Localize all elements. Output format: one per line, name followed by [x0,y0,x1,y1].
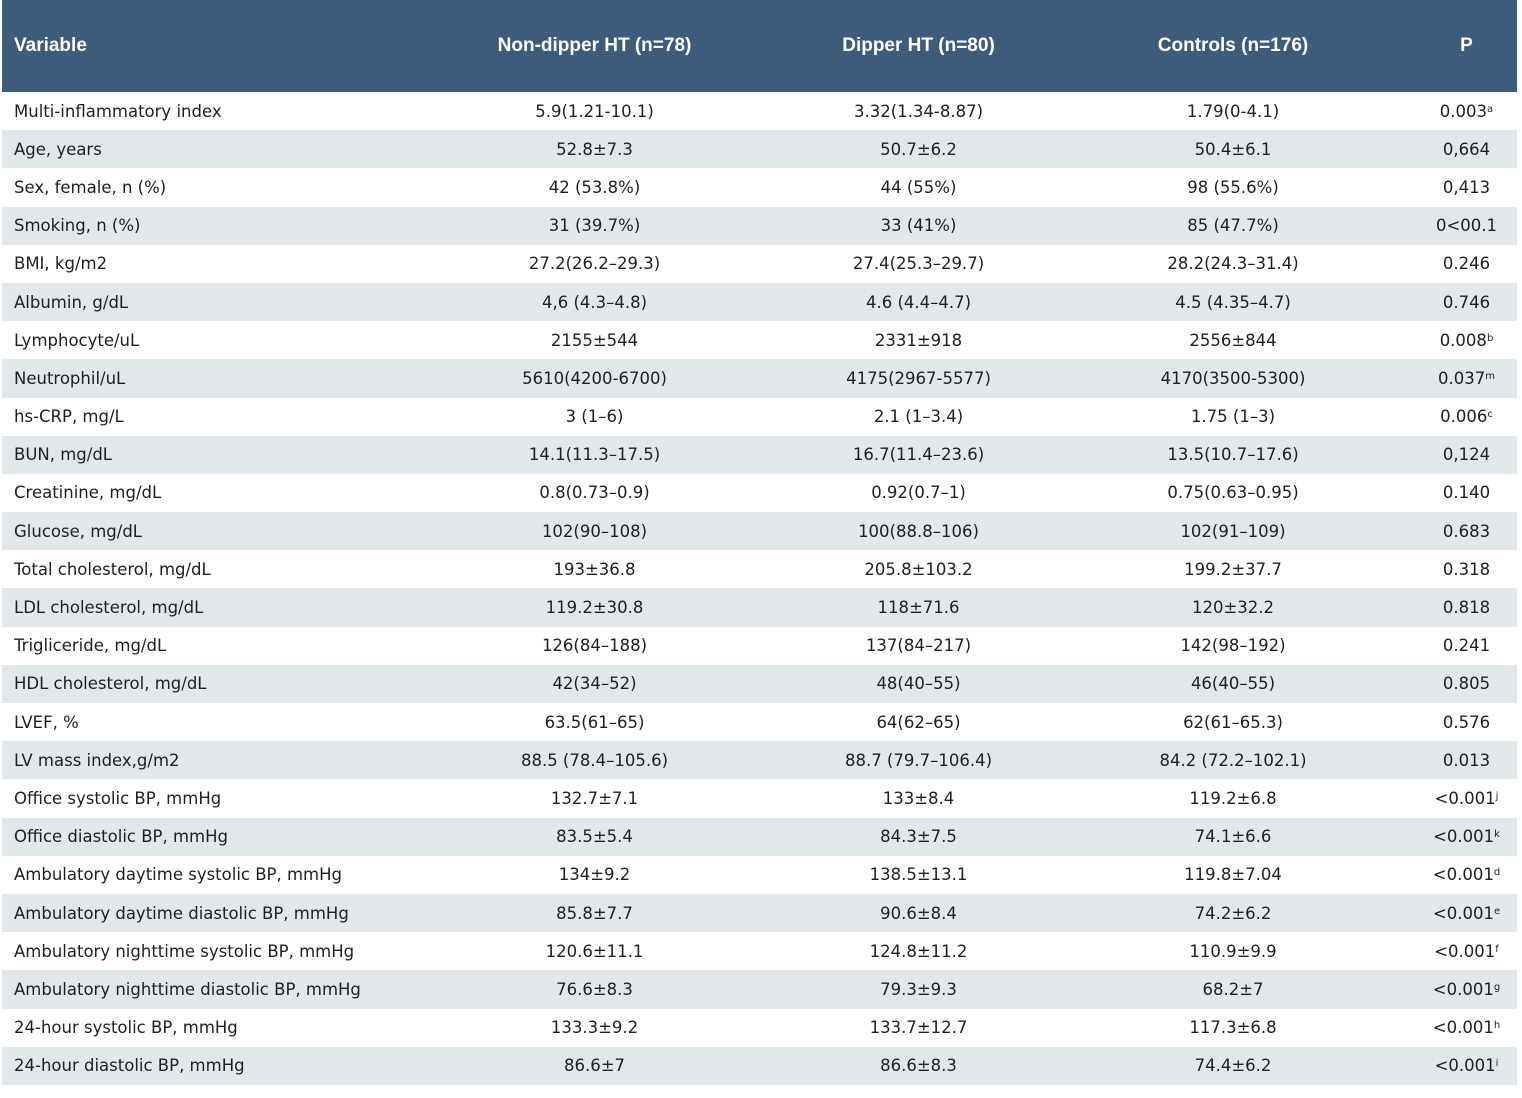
cell-dipper: 138.5±13.1 [869,865,968,885]
table-row [2,856,1517,894]
p-value: 0.140 [1442,483,1491,503]
cell-nondipper: 132.7±7.1 [550,788,639,808]
cell-nondipper: 86.6±7 [563,1056,626,1076]
cell-dipper: 84.3±7.5 [880,827,957,847]
cell-variable: BUN, mg/dL [14,445,113,465]
table-row [2,1047,1517,1085]
cell-controls: 68.2±7 [1202,979,1264,999]
cell-controls: 85 (47.7%) [1187,216,1279,236]
cell-p [1416,130,1517,168]
header-row [2,0,1517,92]
p-value: 0.683 [1442,521,1491,541]
cell-controls: 2556±844 [1189,330,1277,350]
cell-controls: 84.2 (72.2–102.1) [1159,750,1307,770]
cell-nondipper: 134±9.2 [558,865,631,885]
p-footnote-marker: g [1493,981,1501,993]
cell-controls: 50.4±6.1 [1194,139,1272,159]
p-footnote-marker: b [1486,332,1494,344]
cell-nondipper: 4,6 (4.3–4.8) [541,292,648,312]
cell-p [1416,359,1517,397]
p-footnote-marker: k [1494,829,1500,841]
p-value: 0,413 [1442,177,1491,197]
cell-nondipper: 126(84–188) [541,636,648,656]
p-footnote-marker: c [1487,409,1493,421]
table-row [2,665,1517,703]
p-footnote-marker: a [1487,103,1494,115]
cell-dipper: 48(40–55) [876,674,961,694]
p-footnote-marker: h [1493,1020,1501,1032]
cell-variable: HDL cholesterol, mg/dL [14,674,207,694]
table-row [2,588,1517,626]
p-value: 0.006 [1440,407,1488,427]
cell-variable: BMI, kg/m2 [14,254,108,274]
cell-dipper: 86.6±8.3 [880,1056,957,1076]
p-footnote-marker: j [1495,790,1499,802]
table-row [2,92,1517,130]
cell-variable: Office systolic BP, mmHg [14,788,222,808]
p-footnote-marker: m [1485,370,1495,382]
table-row [2,741,1517,779]
cell-nondipper: 83.5±5.4 [556,827,633,847]
cell-dipper: 3.32(1.34-8.87) [853,101,984,121]
cell-controls: 28.2(24.3–31.4) [1167,254,1299,274]
cell-p [1416,550,1517,588]
cell-variable: LV mass index,g/m2 [14,750,180,770]
cell-nondipper: 0.8(0.73–0.9) [539,483,650,503]
cell-variable: Sex, female, n (%) [14,177,167,197]
cell-p [1416,779,1517,817]
cell-controls: 4170(3500-5300) [1160,368,1306,388]
p-value: 0.246 [1442,254,1491,274]
cell-dipper: 133±8.4 [882,788,955,808]
cell-p [1416,627,1517,665]
cell-dipper: 124.8±11.2 [869,941,968,961]
table-row [2,398,1517,436]
cell-controls: 119.2±6.8 [1189,788,1277,808]
cell-dipper: 33 (41%) [880,216,957,236]
p-value: 0.818 [1442,598,1491,618]
cell-p [1416,245,1517,283]
cell-dipper: 100(88.8–106) [858,521,979,541]
cell-dipper: 16.7(11.4–23.6) [852,445,985,465]
cell-variable: Lymphocyte/uL [14,330,140,350]
cell-p [1416,436,1517,474]
cell-controls: 1.79(0-4.1) [1186,101,1280,121]
p-value: <0.001 [1432,1018,1494,1038]
cell-nondipper: 5.9(1.21-10.1) [535,101,654,121]
header-variable: Variable [14,35,87,56]
cell-p [1416,398,1517,436]
table-row [2,550,1517,588]
p-footnote-marker: i [1495,1058,1499,1070]
cell-nondipper: 88.5 (78.4–105.6) [520,750,669,770]
table-row [2,703,1517,741]
cell-variable: Ambulatory daytime diastolic BP, mmHg [14,903,349,923]
cell-controls: 142(98–192) [1180,636,1286,656]
cell-dipper: 118±71.6 [877,598,960,618]
p-value: <0.001 [1433,827,1495,847]
header-dipper: Dipper HT (n=80) [842,35,995,56]
cell-nondipper: 120.6±11.1 [545,941,644,961]
cell-nondipper: 3 (1–6) [565,407,624,427]
p-value: 0.576 [1442,712,1491,732]
cell-variable: Creatinine, mg/dL [14,483,162,503]
cell-variable: Office diastolic BP, mmHg [14,827,229,847]
table-row [2,932,1517,970]
table-row [2,130,1517,168]
cell-variable: Ambulatory daytime systolic BP, mmHg [14,865,343,885]
cell-controls: 120±32.2 [1191,598,1275,618]
cell-variable: Trigliceride, mg/dL [14,636,167,656]
cell-controls: 117.3±6.8 [1189,1018,1277,1038]
table-row [2,512,1517,550]
p-footnote-marker: e [1493,905,1501,917]
p-footnote-marker: d [1493,867,1501,879]
cell-nondipper: 27.2(26.2–29.3) [528,254,661,274]
p-value: 0.037 [1438,368,1486,388]
p-footnote-marker: f [1495,943,1499,955]
data-table [2,0,1517,1085]
cell-nondipper: 52.8±7.3 [556,139,633,159]
cell-p [1416,168,1517,206]
cell-p [1416,932,1517,970]
cell-controls: 102(91–109) [1180,521,1286,541]
cell-controls: 74.4±6.2 [1194,1056,1272,1076]
cell-dipper: 2331±918 [874,330,963,350]
cell-dipper: 64(62–65) [876,712,961,732]
cell-variable: Glucose, mg/dL [14,521,143,541]
cell-nondipper: 63.5(61–65) [544,712,645,732]
table-row [2,1009,1517,1047]
cell-p [1416,665,1517,703]
cell-variable: 24-hour diastolic BP, mmHg [14,1056,245,1076]
cell-p [1416,207,1517,245]
cell-controls: 98 (55.6%) [1187,177,1279,197]
cell-nondipper: 193±36.8 [553,559,636,579]
cell-nondipper: 102(90–108) [541,521,648,541]
cell-dipper: 27.4(25.3–29.7) [852,254,985,274]
cell-nondipper: 42 (53.8%) [548,177,641,197]
cell-nondipper: 14.1(11.3–17.5) [528,445,661,465]
p-value: 0<00.1 [1435,216,1498,236]
table-row [2,779,1517,817]
cell-controls: 110.9±9.9 [1189,941,1277,961]
table-row [2,168,1517,206]
cell-variable: 24-hour systolic BP, mmHg [14,1018,238,1038]
p-value: 0,124 [1442,445,1491,465]
cell-nondipper: 85.8±7.7 [556,903,633,923]
p-value: <0.001 [1434,941,1496,961]
p-value: 0.805 [1442,674,1491,694]
p-value: 0.318 [1442,559,1491,579]
cell-dipper: 50.7±6.2 [880,139,957,159]
cell-p [1416,856,1517,894]
table-row [2,894,1517,932]
cell-variable: Albumin, g/dL [14,292,129,312]
cell-p [1416,474,1517,512]
cell-p [1416,1047,1517,1085]
p-value: 0.008 [1439,330,1487,350]
cell-variable: LVEF, % [14,712,79,732]
p-value: 0.013 [1442,750,1491,770]
p-value: <0.001 [1432,865,1494,885]
cell-dipper: 90.6±8.4 [880,903,957,923]
cell-dipper: 137(84–217) [865,636,972,656]
p-value: <0.001 [1434,788,1496,808]
cell-controls: 119.8±7.04 [1184,865,1282,885]
table-row [2,245,1517,283]
cell-dipper: 133.7±12.7 [869,1018,968,1038]
p-value: 0.003 [1439,101,1488,121]
cell-dipper: 4.6 (4.4–4.7) [865,292,972,312]
p-value: 0,664 [1442,139,1491,159]
cell-dipper: 205.8±103.2 [864,559,973,579]
table-body [2,92,1517,1085]
cell-controls: 199.2±37.7 [1184,559,1282,579]
p-value: 0.241 [1442,636,1491,656]
table-row [2,207,1517,245]
cell-dipper: 88.7 (79.7–106.4) [844,750,993,770]
header-p: P [1460,35,1473,56]
cell-controls: 46(40–55) [1190,674,1276,694]
p-value: <0.001 [1432,979,1494,999]
cell-dipper: 79.3±9.3 [880,979,957,999]
cell-nondipper: 31 (39.7%) [548,216,641,236]
cell-dipper: 44 (55%) [880,177,957,197]
cell-p [1416,92,1517,130]
cell-controls: 62(61–65.3) [1183,712,1283,732]
table-row [2,818,1517,856]
data-table-container [2,0,1517,1085]
cell-p [1416,321,1517,359]
cell-p [1416,283,1517,321]
cell-controls: 1.75 (1–3) [1190,407,1276,427]
cell-dipper: 2.1 (1–3.4) [873,407,964,427]
cell-controls: 74.2±6.2 [1194,903,1272,923]
cell-nondipper: 42(34–52) [552,674,637,694]
header-controls: Controls (n=176) [1157,35,1309,56]
cell-p [1416,512,1517,550]
cell-p [1416,970,1517,1008]
p-value: <0.001 [1432,903,1494,923]
cell-controls: 0.75(0.63–0.95) [1167,483,1299,503]
cell-p [1416,703,1517,741]
cell-controls: 13.5(10.7–17.6) [1167,445,1299,465]
p-value: <0.001 [1434,1056,1496,1076]
cell-variable: Neutrophil/uL [14,368,126,388]
cell-dipper: 0.92(0.7–1) [871,483,966,503]
cell-nondipper: 2155±544 [550,330,639,350]
cell-dipper: 4175(2967-5577) [846,368,991,388]
cell-p [1416,894,1517,932]
table-row [2,627,1517,665]
table-row [2,283,1517,321]
cell-nondipper: 119.2±30.8 [545,598,644,618]
cell-variable: Age, years [14,139,102,159]
table-row [2,321,1517,359]
p-value: 0.746 [1442,292,1491,312]
cell-nondipper: 76.6±8.3 [556,979,633,999]
cell-variable: Smoking, n (%) [14,216,141,236]
cell-p [1416,741,1517,779]
cell-nondipper: 133.3±9.2 [550,1018,639,1038]
table-header [2,0,1517,92]
cell-variable: hs-CRP, mg/L [14,407,124,427]
table-row [2,970,1517,1008]
cell-controls: 74.1±6.6 [1194,827,1272,847]
cell-p [1416,588,1517,626]
cell-variable: Multi-inflammatory index [14,101,222,121]
cell-nondipper: 5610(4200-6700) [522,368,667,388]
table-row [2,359,1517,397]
cell-variable: LDL cholesterol, mg/dL [14,598,204,618]
cell-variable: Total cholesterol, mg/dL [14,559,211,579]
cell-variable: Ambulatory nighttime systolic BP, mmHg [14,941,355,961]
cell-variable: Ambulatory nighttime diastolic BP, mmHg [14,979,361,999]
table-row [2,436,1517,474]
cell-controls: 4.5 (4.35–4.7) [1175,292,1291,312]
table-row [2,474,1517,512]
cell-p [1416,1009,1517,1047]
cell-p [1416,818,1517,856]
header-nondipper: Non-dipper HT (n=78) [497,35,692,56]
